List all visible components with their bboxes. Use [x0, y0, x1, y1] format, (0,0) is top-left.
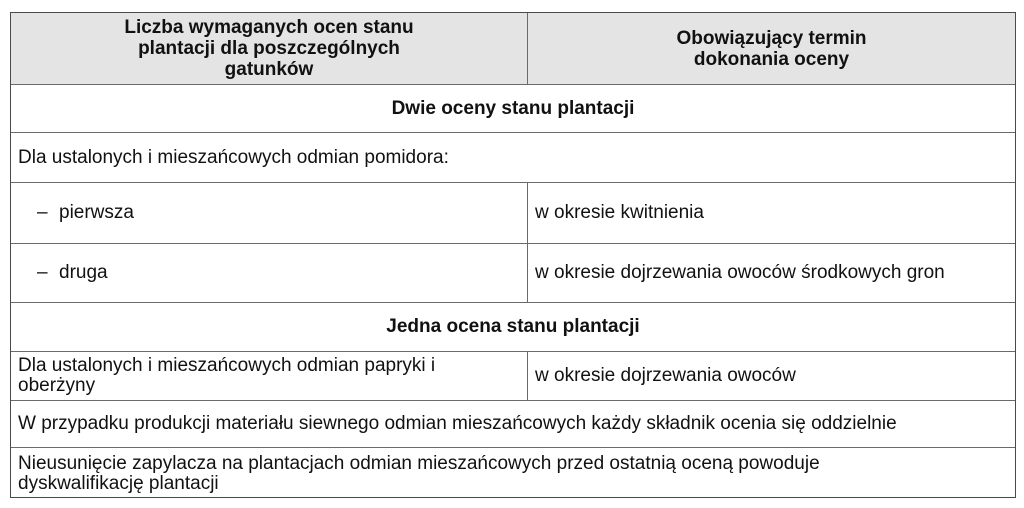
seed-production-note: W przypadku produkcji materiału siewnego odmian mieszańcowych każdy składnik ocenia się oddzielnie [18, 413, 897, 434]
header-col-term-label: Obowiązujący termin dokonania oceny [676, 27, 867, 70]
header-col-term [528, 13, 1015, 84]
section-title-one-evaluation: Jedna ocena stanu plantacji [386, 316, 640, 337]
header-col-count [11, 13, 528, 84]
second-evaluation-label: druga [59, 262, 108, 283]
disqualification-note-cell [11, 448, 1015, 499]
table-row [11, 448, 1015, 499]
disqualification-note: Nieusunięcie zapylacza na plantacjach odmian mieszańcowych przed ostatnią oceną powoduje dyskwalifikację plantacji [18, 452, 820, 494]
pepper-eggplant-label: Dla ustalonych i mieszańcowych odmian papryki i oberżyny [18, 355, 436, 396]
header-col-count-label: Liczba wymaganych ocen stanu plantacji dla poszczególnych gatunków [124, 17, 414, 80]
second-evaluation-term: w okresie dojrzewania owoców środkowych gron [535, 262, 945, 283]
section-title-two-evaluations: Dwie oceny stanu plantacji [391, 97, 635, 119]
section-row-one-evaluation [11, 303, 1015, 352]
table-header [11, 13, 1015, 85]
tomato-intro-text: Dla ustalonych i mieszańcowych odmian pomidora: [18, 146, 449, 168]
table-row [11, 183, 1015, 244]
first-evaluation-label: pierwsza [59, 202, 134, 223]
table-row [11, 401, 1015, 448]
second-evaluation-label-cell [11, 244, 528, 302]
dash-bullet: – [37, 202, 48, 223]
dash-bullet: – [37, 262, 48, 283]
pepper-label-cell [11, 352, 528, 400]
section-row-two-evaluations [11, 85, 1015, 133]
table-row [11, 133, 1015, 183]
evaluation-table [10, 12, 1016, 498]
table-row [11, 244, 1015, 303]
first-evaluation-term: w okresie kwitnienia [535, 202, 704, 223]
pepper-eggplant-term: w okresie dojrzewania owoców [535, 365, 796, 386]
table-row [11, 352, 1015, 401]
first-evaluation-label-cell [11, 183, 528, 243]
